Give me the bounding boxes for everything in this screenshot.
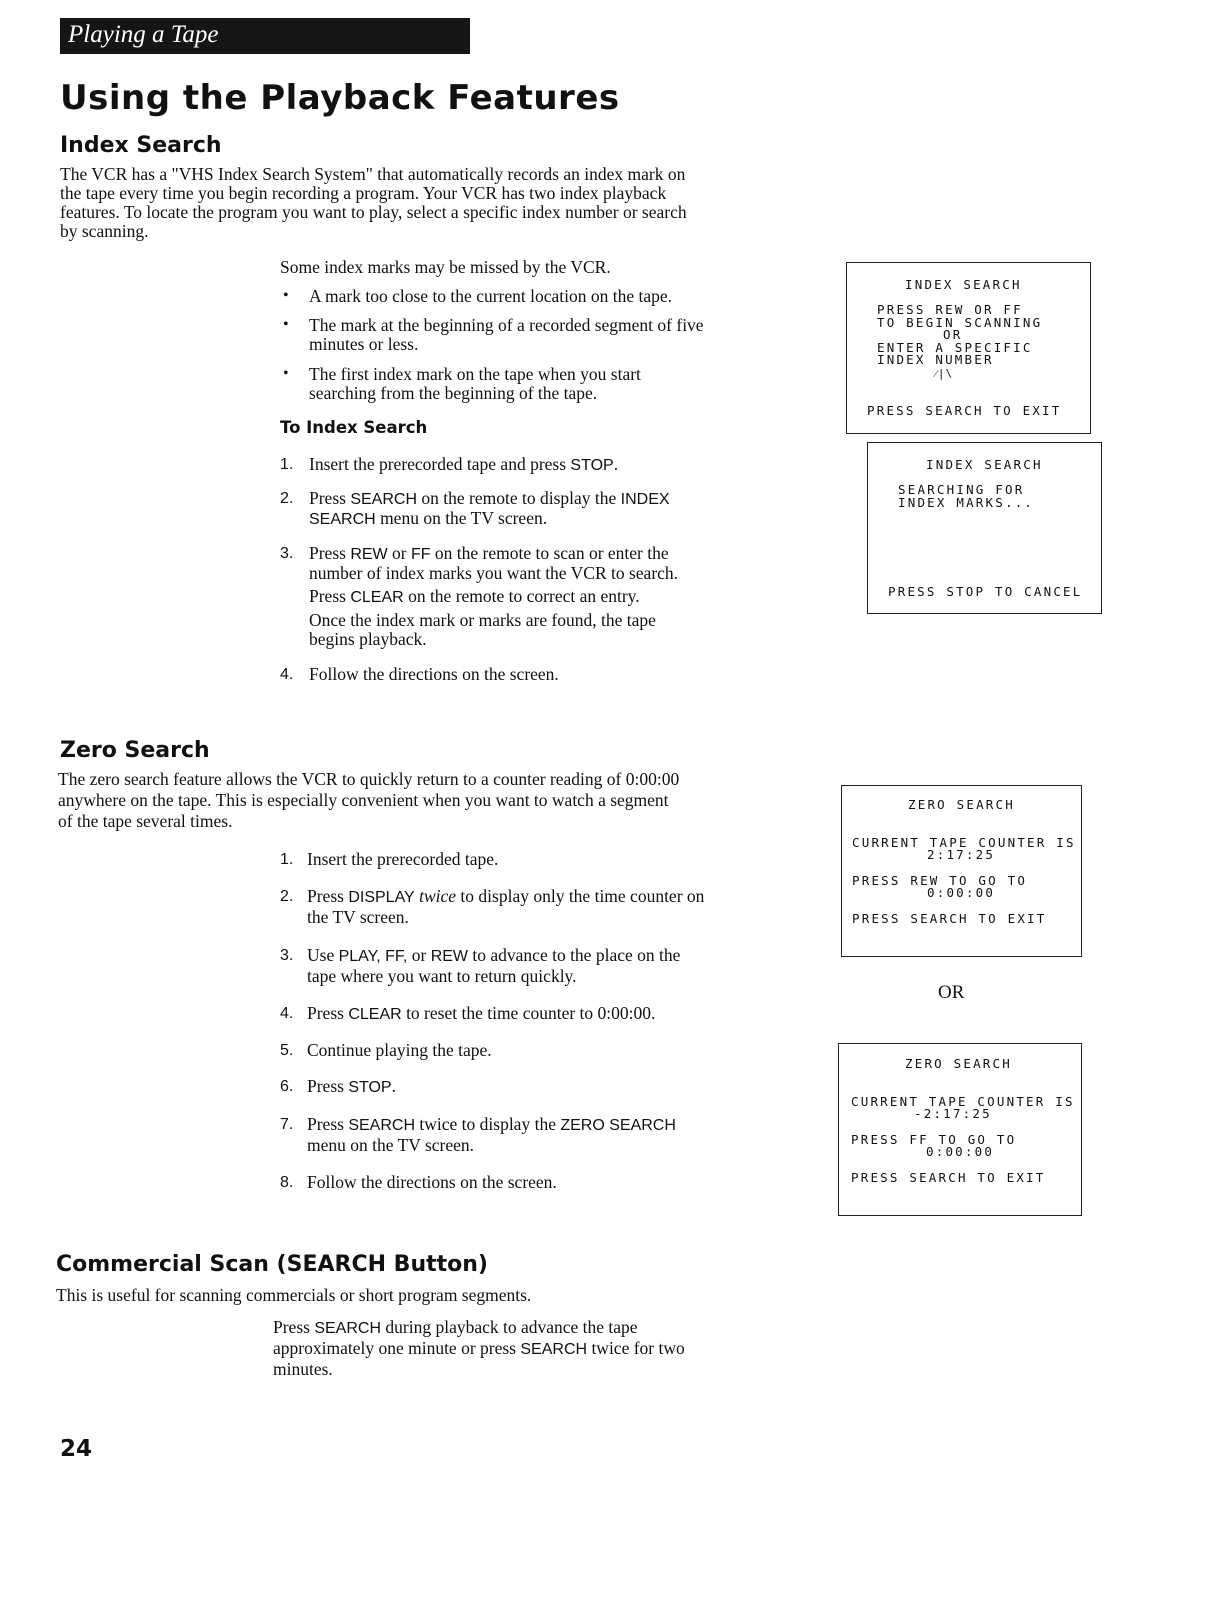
screen-text: PRESS REW OR FF: [877, 302, 1023, 317]
step-number: 4.: [280, 666, 294, 683]
step-text: Press CLEAR to reset the time counter to 0:00:00.: [307, 1003, 656, 1023]
index-intro-line: by scanning.: [60, 221, 149, 241]
screen-text: -2:17:25: [914, 1106, 992, 1121]
screen-text: INDEX NUMBER: [877, 352, 994, 367]
missed-note: Some index marks may be missed by the VCR.: [280, 257, 611, 277]
step-number: 6.: [280, 1078, 294, 1095]
step-text: Press DISPLAY twice to display only the time counter on: [307, 886, 705, 906]
step-text: the TV screen.: [307, 907, 409, 927]
step-number: 7.: [280, 1116, 294, 1133]
screen-text: PRESS REW TO GO TO: [852, 873, 1028, 888]
bullet-marker: •: [283, 316, 289, 333]
step-text: Continue playing the tape.: [307, 1040, 492, 1060]
zero-intro-line: anywhere on the tape. This is especially convenient when you want to watch a segment: [58, 790, 669, 810]
screen-text: SEARCHING FOR: [898, 482, 1025, 497]
banner-label: Playing a Tape: [68, 21, 219, 48]
step-text: Insert the prerecorded tape.: [307, 849, 499, 869]
section-banner: [60, 18, 470, 54]
step-text: begins playback.: [309, 629, 427, 649]
screen-text: 0:00:00: [926, 1144, 995, 1159]
zero-search-heading: Zero Search: [60, 738, 210, 763]
step-text: Press REW or FF on the remote to scan or enter the: [309, 543, 669, 563]
screen-text: PRESS SEARCH TO EXIT: [867, 403, 1062, 418]
screen-text: 0:00:00: [927, 885, 996, 900]
tv-screen-zero-search-ff: [838, 1043, 1082, 1216]
or-label: OR: [938, 982, 965, 1003]
index-intro-line: The VCR has a "VHS Index Search System" that automatically records an index mark on: [60, 164, 686, 184]
step-number: 5.: [280, 1042, 294, 1059]
step-number: 1.: [280, 851, 294, 868]
zero-intro-line: The zero search feature allows the VCR to quickly return to a counter reading of 0:00:00: [58, 769, 680, 789]
screen-text: INDEX MARKS...: [898, 495, 1035, 510]
screen-title: INDEX SEARCH: [905, 277, 1022, 292]
screen-text: PRESS SEARCH TO EXIT: [852, 911, 1047, 926]
to-index-search-subheading: To Index Search: [280, 418, 428, 437]
step-text: SEARCH menu on the TV screen.: [309, 508, 548, 528]
commercial-text: Press SEARCH during playback to advance the tape: [273, 1317, 638, 1337]
tv-screen-zero-search-rew: [841, 785, 1082, 957]
step-text: Press SEARCH on the remote to display the INDEX: [309, 488, 670, 508]
bullet-text: The mark at the beginning of a recorded segment of five: [309, 315, 704, 335]
commercial-scan-heading: Commercial Scan (SEARCH Button): [56, 1252, 488, 1277]
step-text: Press STOP.: [307, 1076, 396, 1096]
step-number: 2.: [280, 490, 294, 507]
screen-text: PRESS STOP TO CANCEL: [888, 584, 1083, 599]
page-title: Using the Playback Features: [60, 78, 620, 118]
zero-intro-line: of the tape several times.: [58, 811, 233, 831]
step-number: 8.: [280, 1174, 294, 1191]
step-text: number of index marks you want the VCR to search.: [309, 563, 679, 583]
screen-title: ZERO SEARCH: [905, 1056, 1012, 1071]
commercial-text: approximately one minute or press SEARCH twice for two: [273, 1338, 685, 1358]
bullet-marker: •: [283, 365, 289, 382]
step-number: 4.: [280, 1005, 294, 1022]
step-number: 2.: [280, 888, 294, 905]
tv-screen-index-searching: [867, 442, 1102, 614]
tv-screen-index-search-menu: [846, 262, 1091, 434]
screen-text: PRESS SEARCH TO EXIT: [851, 1170, 1046, 1185]
step-text: Follow the directions on the screen.: [307, 1172, 557, 1192]
bullet-text: The first index mark on the tape when you start: [309, 364, 641, 384]
step-text: menu on the TV screen.: [307, 1135, 475, 1155]
commercial-text: minutes.: [273, 1359, 333, 1379]
step-text: Press CLEAR on the remote to correct an entry.: [309, 586, 640, 606]
screen-text: ENTER A SPECIFIC: [877, 340, 1033, 355]
page-number: 24: [60, 1436, 93, 1462]
step-text: Insert the prerecorded tape and press STOP.: [309, 454, 619, 474]
index-intro-line: the tape every time you begin recording a program. Your VCR has two index playback: [60, 183, 667, 203]
bullet-text: minutes or less.: [309, 334, 419, 354]
bullet-text: A mark too close to the current location on the tape.: [309, 286, 673, 306]
screen-title: INDEX SEARCH: [926, 457, 1043, 472]
step-number: 1.: [280, 456, 294, 473]
screen-text: PRESS FF TO GO TO: [851, 1132, 1017, 1147]
bullet-marker: •: [283, 287, 289, 304]
step-text: Press SEARCH twice to display the ZERO SEARCH: [307, 1114, 676, 1134]
index-search-heading: Index Search: [60, 133, 222, 158]
screen-text: TO BEGIN SCANNING: [877, 315, 1043, 330]
step-text: Once the index mark or marks are found, the tape: [309, 610, 656, 630]
screen-text: CURRENT TAPE COUNTER IS: [852, 835, 1076, 850]
cursor-icon: ⁄|\: [935, 367, 954, 380]
index-intro-line: features. To locate the program you want to play, select a specific index number or search: [60, 202, 687, 222]
step-text: Use PLAY, FF, or REW to advance to the place on the: [307, 945, 681, 965]
screen-text: 2:17:25: [927, 847, 996, 862]
screen-text: OR: [943, 327, 963, 342]
step-number: 3.: [280, 545, 294, 562]
screen-text: CURRENT TAPE COUNTER IS: [851, 1094, 1075, 1109]
bullet-text: searching from the beginning of the tape.: [309, 383, 598, 403]
screen-title: ZERO SEARCH: [908, 797, 1015, 812]
step-text: Follow the directions on the screen.: [309, 664, 559, 684]
commercial-intro: This is useful for scanning commercials or short program segments.: [56, 1285, 532, 1305]
step-number: 3.: [280, 947, 294, 964]
step-text: tape where you want to return quickly.: [307, 966, 577, 986]
